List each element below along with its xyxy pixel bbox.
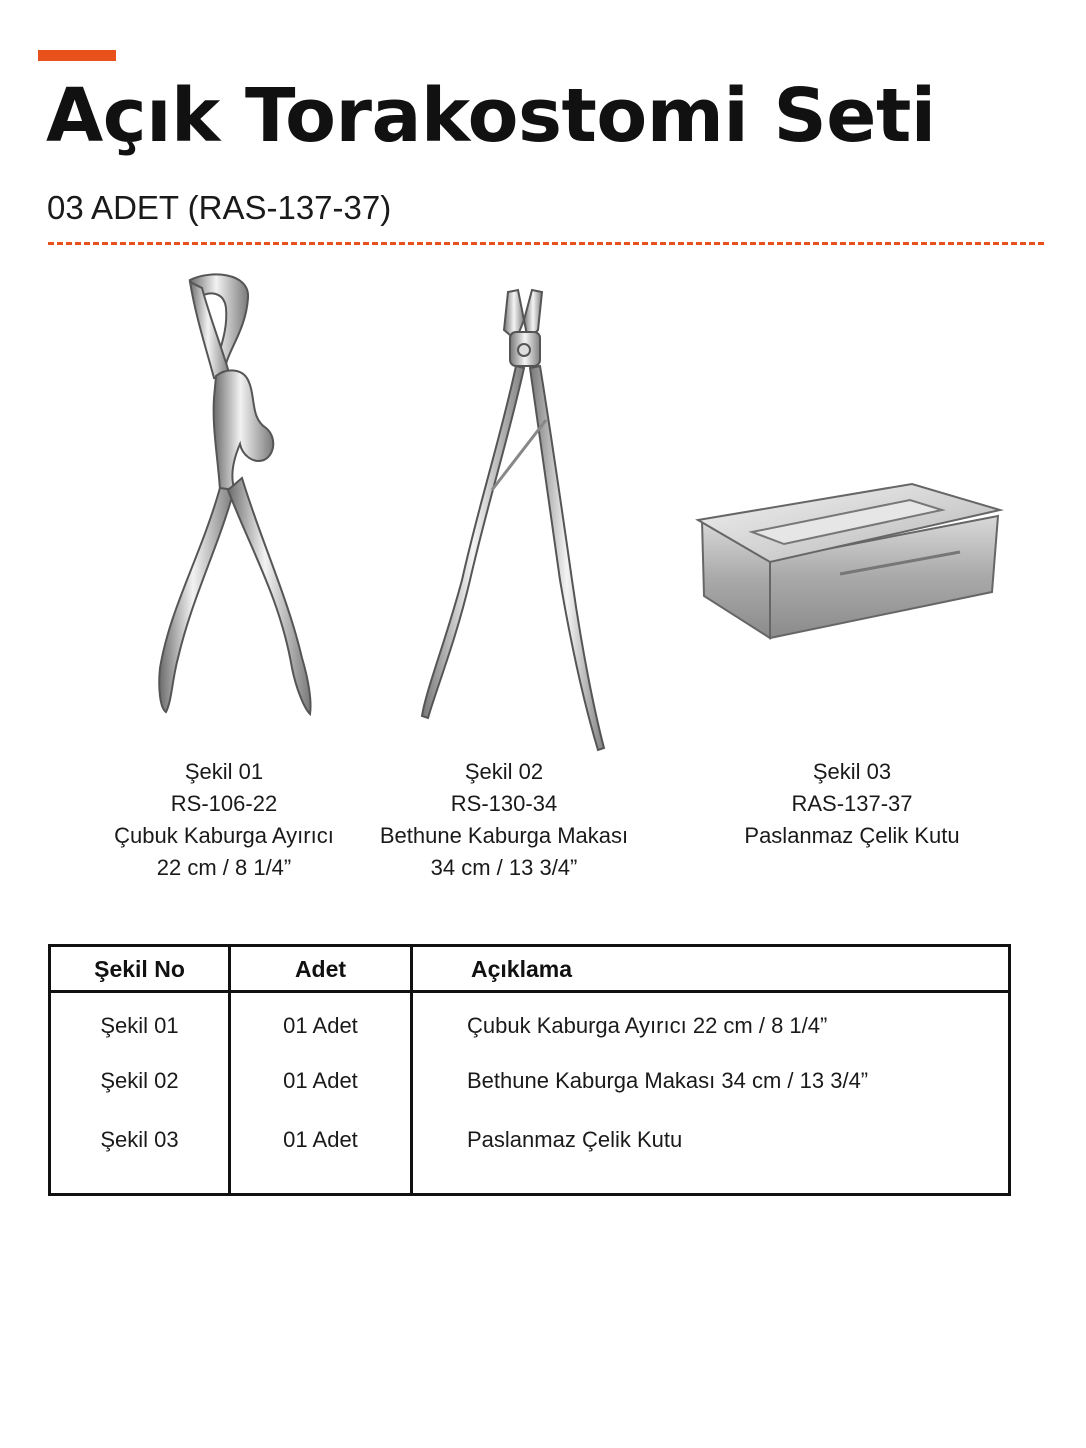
- figure-size: 22 cm / 8 1/4”: [156, 855, 292, 880]
- figure-code: RAS-137-37: [791, 791, 913, 816]
- column-divider: [410, 947, 413, 1193]
- column-header-adet: Adet: [294, 956, 347, 982]
- figure-caption-02: [374, 756, 634, 884]
- rib-shears-image: [400, 280, 620, 760]
- page-title: Açık Torakostomi Seti: [46, 73, 936, 159]
- table-cell-adet: 01 Adet: [283, 1127, 358, 1152]
- figure-label: Şekil 03: [812, 759, 892, 784]
- header-divider: [51, 990, 1008, 993]
- column-header-sekil-no: Şekil No: [94, 956, 185, 982]
- figure-caption-03: [722, 756, 982, 852]
- table-cell-no: Şekil 01: [100, 1013, 179, 1038]
- steel-box-image: [690, 470, 1010, 650]
- rib-spreader-image: [130, 268, 330, 728]
- table-cell-adet: 01 Adet: [283, 1013, 358, 1038]
- figure-code: RS-130-34: [450, 791, 558, 816]
- figure-size: 34 cm / 13 3/4”: [430, 855, 578, 880]
- dashed-divider: [48, 242, 1044, 245]
- figure-label: Şekil 01: [184, 759, 264, 784]
- table-cell-description: Paslanmaz Çelik Kutu: [467, 1127, 683, 1152]
- table-cell-description: Çubuk Kaburga Ayırıcı 22 cm / 8 1/4”: [467, 1013, 828, 1038]
- figure-name: Bethune Kaburga Makası: [379, 823, 629, 848]
- table-cell-adet: 01 Adet: [283, 1068, 358, 1093]
- figure-code: RS-106-22: [170, 791, 278, 816]
- accent-bar: [38, 50, 116, 61]
- page-subtitle: 03 ADET (RAS-137-37): [47, 189, 392, 226]
- figure-name: Çubuk Kaburga Ayırıcı: [114, 823, 334, 848]
- figure-caption-01: [94, 756, 354, 884]
- figure-name: Paslanmaz Çelik Kutu: [744, 823, 960, 848]
- figure-label: Şekil 02: [464, 759, 544, 784]
- column-header-aciklama: Açıklama: [471, 956, 573, 982]
- table-cell-description: Bethune Kaburga Makası 34 cm / 13 3/4”: [467, 1068, 869, 1093]
- table-cell-no: Şekil 03: [100, 1127, 179, 1152]
- contents-table: [48, 944, 1011, 1196]
- table-cell-no: Şekil 02: [100, 1068, 179, 1093]
